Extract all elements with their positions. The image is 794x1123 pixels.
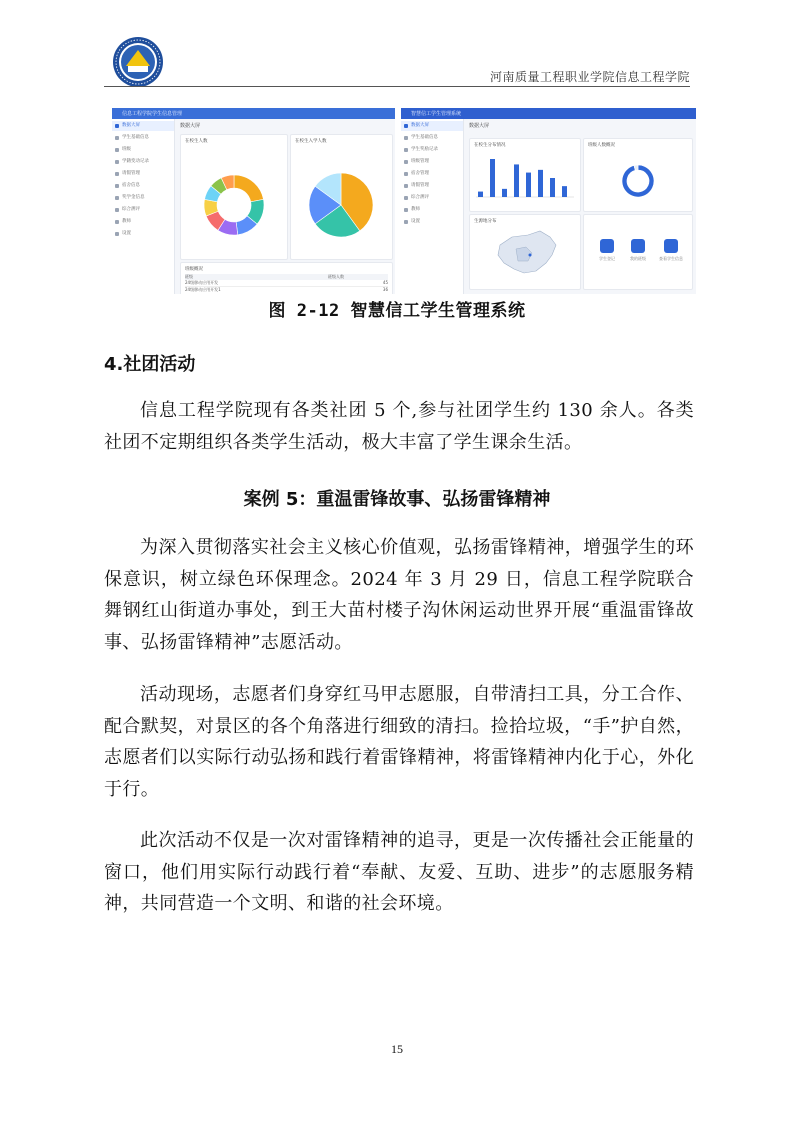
pie-chart <box>291 135 392 259</box>
group-icon <box>631 239 645 253</box>
window-topbar <box>401 108 696 119</box>
sidebar-item[interactable]: 数据大屏 <box>112 121 174 131</box>
panel-enroll-count <box>290 134 393 260</box>
bar <box>562 186 567 197</box>
bar <box>490 159 495 197</box>
window-title: 智慧信工学生管理系统 <box>411 111 462 117</box>
sidebar-item[interactable]: 宿舍管理 <box>401 169 463 179</box>
panel-class-size <box>583 138 693 212</box>
bar <box>538 170 543 197</box>
sidebar-item[interactable]: 教师 <box>112 217 174 227</box>
quick-link-my-class[interactable] <box>623 239 653 262</box>
bar <box>514 164 519 197</box>
section-title: 4.社团活动 <box>104 354 196 375</box>
sidebar-item[interactable]: 班级 <box>112 145 174 155</box>
sidebar-item[interactable]: 综合测评 <box>401 193 463 203</box>
quick-link-label: 我的班级 <box>630 256 646 261</box>
table-cell: 24级移动应用开发1 <box>185 287 221 292</box>
panel-distribution <box>469 138 581 212</box>
sidebar-item[interactable]: 学生奖励记录 <box>401 145 463 155</box>
breadcrumb: 数据大屏 <box>180 123 201 129</box>
table-row[interactable] <box>185 280 388 287</box>
sidebar-item[interactable]: 奖学金信息 <box>112 193 174 203</box>
table-cell: 45 <box>382 280 388 285</box>
table-cell: 24级移动应用开发 <box>185 280 219 285</box>
bar <box>526 173 531 197</box>
sidebar-item[interactable]: 教师 <box>401 205 463 215</box>
sidebar-item[interactable]: 数据大屏 <box>401 121 463 131</box>
panel-title: 在校生人数 <box>185 139 208 144</box>
header-title: 河南质量工程职业学院信息工程学院 <box>489 70 690 84</box>
register-icon <box>600 239 614 253</box>
bar <box>502 189 507 197</box>
sidebar-item[interactable]: 请假管理 <box>112 169 174 179</box>
class-table <box>185 274 388 293</box>
document-icon <box>664 239 678 253</box>
quick-link-register[interactable] <box>592 239 622 262</box>
table-row[interactable] <box>185 287 388 293</box>
paragraph: 为深入贯彻落实社会主义核心价值观，弘扬雷锋精神，增强学生的环保意识，树立绿色环保理念。2024 年 3 月 29 日，信息工程学院联合舞钢红山街道办事处，到王大苗村楼子沟休闲运动世界开展“重温雷锋故事、弘扬雷锋精神”志愿活动。 <box>104 537 694 653</box>
header-divider <box>104 86 690 87</box>
case-title: 案例 5：重温雷锋故事、弘扬雷锋精神 <box>243 489 551 510</box>
sidebar-item[interactable]: 设置 <box>112 229 174 239</box>
panel-class-overview <box>180 262 393 294</box>
sidebar <box>112 119 175 294</box>
table-header-cell: 班级 <box>185 274 193 279</box>
sidebar-item[interactable]: 宿舍信息 <box>112 181 174 191</box>
panel-quick-links <box>583 214 693 290</box>
figure-caption: 图 2-12 智慧信工学生管理系统 <box>268 301 526 321</box>
breadcrumb: 数据大屏 <box>469 123 490 129</box>
sidebar-item[interactable]: 班级管理 <box>401 157 463 167</box>
panel-title: 班级概况 <box>185 267 203 272</box>
quick-link-label: 查看学生信息 <box>659 256 683 261</box>
paragraph: 活动现场，志愿者们身穿红马甲志愿服，自带清扫工具，分工合作、配合默契，对景区的各个角落进行细致的清扫。捡拾垃圾，“手”护自然，志愿者们以实际行动弘扬和践行着雷锋精神，将雷锋精神内化于心，外化于行。 <box>104 684 694 800</box>
bar <box>478 192 483 197</box>
table-cell: 36 <box>382 287 388 292</box>
sidebar <box>401 119 464 294</box>
window-topbar <box>112 108 395 119</box>
screenshot-right <box>401 108 696 294</box>
bar-chart <box>470 139 580 211</box>
window-title: 信息工程学院学生信息管理 <box>122 111 183 117</box>
page-number: 15 <box>391 1042 403 1056</box>
sidebar-item[interactable]: 学生基础信息 <box>401 133 463 143</box>
college-logo <box>112 36 164 88</box>
panel-title: 生源地分布 <box>474 219 497 224</box>
paragraph: 信息工程学院现有各类社团 5 个,参与社团学生约 130 余人。各类社团不定期组织各类学生活动，极大丰富了学生课余生活。 <box>104 400 694 453</box>
panel-title: 班级人数概况 <box>588 143 615 148</box>
paragraph: 此次活动不仅是一次对雷锋精神的追寻，更是一次传播社会正能量的窗口，他们用实际行动践行着“奉献、友爱、互助、进步”的志愿服务精神，共同营造一个文明、和谐的社会环境。 <box>104 830 694 914</box>
quick-link-label: 学生登记 <box>599 256 615 261</box>
sidebar-item[interactable]: 学生基础信息 <box>112 133 174 143</box>
sidebar-item[interactable]: 综合测评 <box>112 205 174 215</box>
pie-slice <box>234 175 263 202</box>
table-header-cell: 班级人数 <box>328 274 344 279</box>
donut-chart <box>181 135 287 259</box>
panel-origin-map <box>469 214 581 290</box>
ring-chart <box>584 139 692 211</box>
sidebar-item[interactable]: 请假管理 <box>401 181 463 191</box>
bar <box>550 178 555 197</box>
figure-screenshots <box>112 108 696 294</box>
panel-title: 在校生入学人数 <box>295 139 327 144</box>
quick-link-student-info[interactable] <box>654 239 688 262</box>
sidebar-item[interactable]: 设置 <box>401 217 463 227</box>
sidebar-item[interactable]: 学籍变动记录 <box>112 157 174 167</box>
panel-title: 在校生分布情况 <box>474 143 506 148</box>
screenshot-left <box>112 108 395 294</box>
panel-student-count <box>180 134 288 260</box>
china-map-icon <box>470 215 580 289</box>
